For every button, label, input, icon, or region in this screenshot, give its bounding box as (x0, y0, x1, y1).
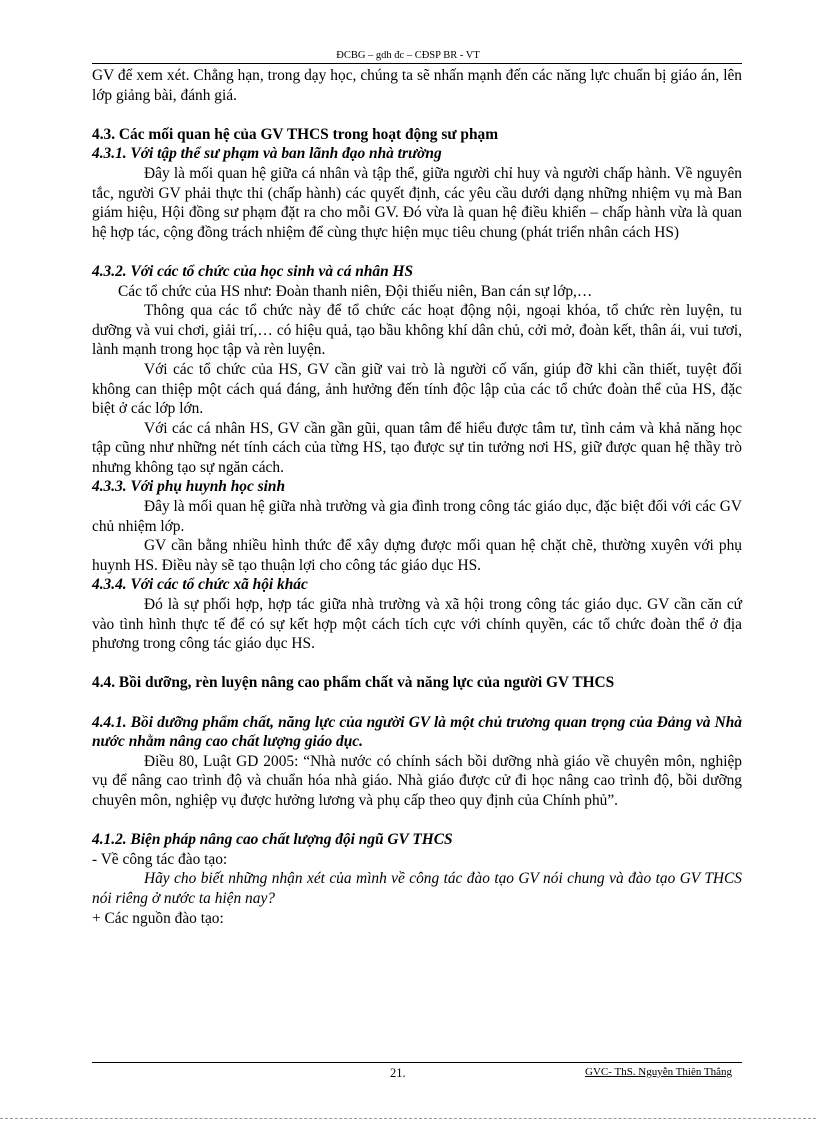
paragraph: Đó là sự phối hợp, hợp tác giữa nhà trường và xã hội trong công tác giáo dục. GV cần căn cứ vào tình hình thực tế để có sự kết hợp một cách tích cực với chính quyền, các tổ chức đoàn thể ở địa phương trong công tác giáo dục HS. (92, 596, 742, 653)
subsection-heading: 4.3.4. Với các tổ chức xã hội khác (92, 576, 308, 594)
subsection-heading: 4.1.2. Biện pháp nâng cao chất lượng đội ngũ GV THCS (92, 831, 453, 849)
paragraph: Thông qua các tổ chức này để tổ chức các hoạt động nội, ngoại khóa, tổ chức rèn luyện, tu dưỡng và vui chơi, giải trí,… có hiệu quả, tạo bầu không khí dân chủ, cởi mở, đoàn kết, thân ái, vui tươi, lành mạnh trong học tập và rèn luyện. (92, 302, 742, 359)
header-rule (92, 63, 742, 64)
running-header: ĐCBG – gdh đc – CĐSP BR - VT (336, 50, 480, 61)
paragraph: Đây là mối quan hệ giữa nhà trường và gia đình trong công tác giáo dục, đặc biệt đối với các GV chủ nhiệm lớp. (92, 498, 742, 535)
section-heading: 4.3. Các mối quan hệ của GV THCS trong hoạt động sư phạm (92, 125, 499, 143)
paragraph: GV để xem xét. Chẳng hạn, trong dạy học, chúng ta sẽ nhấn mạnh đến các năng lực chuẩn bị giáo án, lên lớp giảng bài, đánh giá. (92, 67, 742, 104)
list-item: - Về công tác đào tạo: (92, 850, 228, 868)
paragraph: Đây là mối quan hệ giữa cá nhân và tập thể, giữa người chỉ huy và người chấp hành. Về nguyên tắc, người GV phải thực thi (chấp hành) các quyết định, các yêu cầu dưới dạng những nhiệm vụ mà Ban giám hiệu, Hội đồng sư phạm đặt ra cho mỗi GV. Đó vừa là quan hệ điều khiển – chấp hành vừa là quan hệ hợp tác, cộng đồng trách nhiệm để cùng thực hiện mục tiêu chung (phát triển nhân cách HS) (92, 164, 742, 241)
footer-rule (92, 1062, 742, 1063)
page-edge-rule (0, 1118, 816, 1119)
page-number: 21. (390, 1066, 406, 1080)
paragraph: Các tổ chức của HS như: Đoàn thanh niên, Đội thiếu niên, Ban cán sự lớp,… (118, 282, 593, 300)
page-body (92, 66, 742, 928)
subsection-heading: 4.3.1. Với tập thể sư phạm và ban lãnh đạo nhà trường (92, 145, 442, 163)
list-item: + Các nguồn đào tạo: (92, 909, 224, 927)
subsection-heading: 4.3.3. Với phụ huynh học sinh (92, 478, 286, 496)
section-heading: 4.4. Bồi dưỡng, rèn luyện nâng cao phẩm chất và năng lực của người GV THCS (92, 674, 615, 692)
paragraph: Với các cá nhân HS, GV cần gần gũi, quan tâm để hiểu được tâm tư, tình cảm và khả năng học tập cũng như những nét tính cách của từng HS, tạo được sự tin tưởng nơi HS, giữ được quan hệ thầy trò nhưng không tạo sự ngăn cách. (92, 419, 742, 476)
paragraph: Điều 80, Luật GD 2005: “Nhà nước có chính sách bồi dưỡng nhà giáo về chuyên môn, nghiệp vụ để nâng cao trình độ và chuẩn hóa nhà giáo. Nhà giáo được cử đi học nâng cao trình độ, bồi dưỡng chuyên môn, nghiệp vụ được hưởng lương và phụ cấp theo quy định của Chính phủ”. (92, 752, 742, 809)
subsection-heading: 4.4.1. Bồi dưỡng phẩm chất, năng lực của người GV là một chủ trương quan trọng của Đảng và Nhà nước nhằm nâng cao chất lượng giáo dục. (92, 713, 742, 751)
paragraph: Với các tổ chức của HS, GV cần giữ vai trò là người cố vấn, giúp đỡ khi cần thiết, tuyệt đối không can thiệp một cách quá đáng, ảnh hưởng đến tính độc lập của các tổ chức đoàn thể của HS, đặc biệt ở các lớp lớn. (92, 360, 742, 418)
paragraph: GV cần bằng nhiều hình thức để xây dựng được mối quan hệ chặt chẽ, thường xuyên với phụ huynh HS. Điều này sẽ tạo thuận lợi cho công tác giáo dục HS. (92, 537, 742, 574)
subsection-heading: 4.3.2. Với các tổ chức của học sinh và cá nhân HS (92, 262, 414, 280)
footer-author: GVC- ThS. Nguyễn Thiên Thắng (585, 1066, 732, 1078)
italic-question: Hãy cho biết những nhận xét của mình về công tác đào tạo GV nói chung và đào tạo GV THCS nói riêng ở nước ta hiện nay? (92, 870, 742, 907)
